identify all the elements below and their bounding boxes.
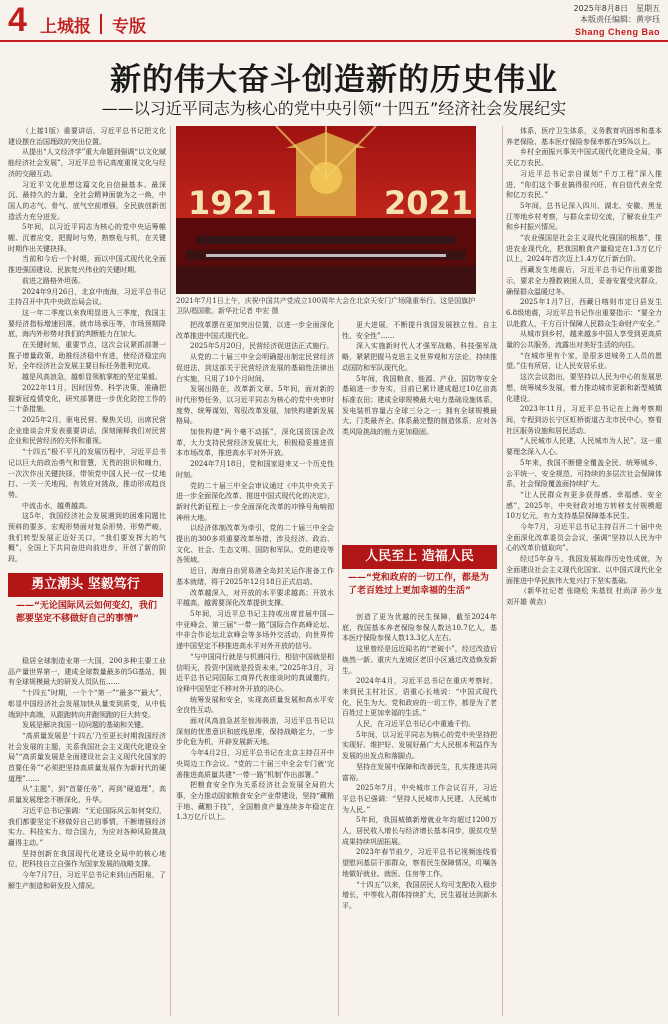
column-divider — [502, 126, 503, 1016]
paragraph: 前进之路格外坦荡。 — [22, 276, 85, 285]
paragraph: 从城市到乡村，越来越多中国人享受到更高质量的公共服务，流露出对美好生活的向往。 — [506, 330, 662, 350]
paragraph: 2025年2月，驱电民营、聚焦关切，出席民营企业座谈会并发表重要讲话，深刻阐释我们对民营企业和民营经济的关怀和重视。 — [8, 415, 166, 446]
paragraph: 经过5年奋斗，我国发展取得历史性成就，为全面建设社会主义现代化国家、以中国式现代化全面推进中华民族伟大复兴打下坚实基础。 — [506, 555, 662, 585]
paragraph: “十四五”时期，一个个“第一”“最多”“最大”，彰显中国经济社会发展加快从量变到质变，从中低端到中高端，从跟跑转向并跑领跑的巨大转变。 — [8, 689, 166, 719]
paper-name: 上城报 — [40, 17, 91, 37]
subsection-title-1: 勇立潮头 坚毅笃行 — [8, 573, 163, 597]
column-2 — [176, 320, 334, 1016]
column-divider — [338, 320, 339, 1016]
paragraph: 稳居全球制造业第一大国，200多种主要工业品产量世界第一，建成全球数量最多的5G基站，拥有全球规模最大的研发人员队伍…… — [8, 657, 166, 687]
paragraph: 今年4月2日，习近平总书记在北京主持召开中央周边工作会议。“党的二十届三中全会专门就‘完善推进高质量共建“一带一路”机制’作出部署。” — [176, 749, 334, 779]
photo-caption: 2021年7月1日上午，庆祝中国共产党成立100周年大会在北京天安门广场隆重举行。这是国旗护卫队唱国歌。新华社记者 申宏 摄 — [176, 297, 476, 315]
paragraph: 习近平总书记亲自谋划“千万工程”深入推进，“你们这个事业搞得很兴旺，有自信代表全党和亿万农民。” — [506, 169, 662, 200]
year-right-label: 2021 — [384, 184, 474, 222]
paragraph: （上接1版）重要讲话，习近平总书记把文化建设摆在治国理政的突出位置。 — [8, 127, 166, 146]
paragraph: 深入实施新时代人才强军战略、科技强军战略，紧紧把握马克思主义世界观和方法论，持续推动国防和军队现代化。 — [342, 342, 497, 372]
paragraph: 今年7月7日，习近平总书记来到山西阳泉，了解生产制造和研发投入情况。 — [8, 871, 166, 890]
paragraph: “在城市里有个家，是很多进城务工人员的愿望。”住有所居，让人民安居乐业。 — [506, 351, 662, 371]
paragraph: 5年间，总书记深入四川、湖北、安徽、黑龙江等地乡村考察，与群众亲切交流，了解农业生产和乡村振兴情况。 — [506, 201, 662, 232]
paragraph: 坚持创新在我国现代化建设全局中的核心地位，把科技自立自强作为国家发展的战略支撑。 — [8, 849, 166, 869]
ceremony-photo — [176, 126, 476, 294]
paragraph: 把改革摆在更加突出位置，以进一步全面深化改革推进中国式现代化。 — [176, 321, 334, 340]
paragraph: 改革越深入，对开放的水平要求越高；开放水平越高，越需要深化改革提供支撑。 — [176, 588, 334, 608]
paragraph: 2024年9月26日，北京中南海，习近平总书记主持召开中共中央政治局会议。 — [8, 287, 166, 307]
paragraph: “高质量发展是‘十四五’乃至更长时期我国经济社会发展的主题，关系我国社会主义现代化建设全局”“高质量发展是全面建设社会主义现代化国家的首要任务”“必须把坚持高质量发展作为新时代的硬道理”…… — [8, 731, 166, 783]
page-number: 4 — [8, 1, 27, 39]
paragraph: “与中国同行就是与机遇同行，相信中国就是相信明天，投资中国就是投资未来。”2025年3月，习近平总书记同国际工商界代表座谈时的真诚邀约，诠释中国坚定不移对外开放的决心。 — [176, 652, 334, 693]
paragraph: （新华社记者 张晓松 朱基钗 杜尚泽 孙少龙 刘开雄 黄垚） — [506, 587, 662, 606]
paragraph: 人民，在习近平总书记心中重逾千钧。 — [356, 720, 475, 729]
paragraph: 党的二十届三中全会审议通过《中共中央关于进一步全面深化改革、推进中国式现代化的决定》，新时代新征程上一步全面深化改革的冲锋号角响彻神州大地。 — [176, 481, 334, 522]
paragraph: 这一年二季度以来我明显进入三季度，我国主要经济指标增速回落，就市场承压等，市场预期降底，海内外形势对我们的判断能力在加大。 — [8, 308, 166, 339]
paragraph: “人民城市人民建，人民城市为人民”，这一重要理念深入人心。 — [506, 437, 662, 457]
paragraph: 坚持在发展中保障和改善民生，扎实推进共同富裕。 — [342, 762, 497, 782]
issue-info — [573, 3, 660, 25]
paragraph: 这5年，我国经济社会发展遇到的困难同题比预料的要多，宏观形势面对复杂形势，形势严峻，我们转型发展正迈好关口，“我们要发挥大的气概”，全国上下共同奋进向前进步，开创了新的阶段。 — [8, 512, 166, 564]
subsection-title-2: 人民至上 造福人民 — [342, 545, 497, 569]
brand-pinyin: Shang Cheng Bao — [574, 27, 660, 37]
paragraph: 把粮食安全作为关系经济社会发展全局的大事，全力推动国家粮食安全产业带建设，坚持“藏粮于地、藏粮于技”，全国粮食产量连续多年稳定在1.3万亿斤以上。 — [176, 781, 334, 822]
column-1-bottom — [8, 656, 166, 1016]
paragraph: 2023年11月，习近平总书记在上海考察期间，专程到访长宁区虹桥街道古北市民中心，察看社区服务设施和居民活动。 — [506, 405, 662, 435]
column-divider — [170, 126, 171, 1016]
subsection-quote-2: ——“党和政府的一切工作，都是为了老百姓过上更加幸福的生活” — [348, 573, 489, 596]
paragraph: 5年间，以习近平同志为核心的党中央坚持把实现好、维护好、发展好最广大人民根本利益作为发展的出发点和落脚点。 — [342, 730, 497, 761]
paragraph: 从提出“人文经济学”重大命题到强调“以文化赋能经济社会发展”，习近平总书记高度重视文化与经济的交融互动。 — [8, 148, 166, 178]
paragraph: 5年来，我国不断健全覆盖全民、统筹城乡、公平统一、安全规范、可持续的多层次社会保障体系，社会保险覆盖面持续扩大。 — [506, 458, 662, 489]
paragraph: 习近平总书记强调：“无论国际风云如何变幻，我们都要坚定不移做好自己的事情，不断增强经济实力、科技实力、综合国力，为应对各种风险挑战赢得主动。” — [8, 806, 166, 847]
issue-editor: 本版责任编辑：黄亭珏 — [580, 15, 660, 24]
paragraph: 5年间，我国粮食、能源、产业、国防等安全基础进一步夯实，目前已累计建成超过10亿亩高标准农田；建成全球规模最大电力基础设施体系，发电装机容量占全球三分之一；拥有全球规模最大、门类最齐全、体系最完整的制造体系，应对各类风险挑战的能力更加稳固。 — [342, 374, 497, 437]
subsection-quote-1: ——“无论国际风云如何变幻，我们都要坚定不移做好自己的事情” — [16, 601, 157, 624]
paragraph: 2025年1月7日，西藏日喀则市定日县发生6.8级地震，习近平总书记作出重要指示：“要全力以赴救人，千方百计保障人民群众生命财产安全。” — [506, 298, 662, 328]
headline: 新的伟大奋斗创造新的历史伟业 — [110, 62, 558, 98]
paragraph: 从“主题”，到“首要任务”，再到“硬道理”，高质量发展理念不断深化、升华。 — [8, 785, 166, 805]
issue-date: 2025年8月8日 星期五 — [573, 4, 660, 13]
paragraph: 5年间，以习近平同志为核心的党中央运筹帷幄、沉着应变，把握时与势，熟察危与机，在关键时期作出关键抉择。 — [8, 223, 166, 253]
paragraph: 当前和今后一个时期，面以中国式现代化全面推进强国建设、民族复兴伟业的关键时期。 — [8, 255, 166, 275]
paragraph: 2024年7月18日，党和国家迎来又一个历史性时刻。 — [176, 460, 334, 479]
paragraph: 越是风高浪急，越彰显领航掌舵的坚定果毅。 — [22, 373, 162, 382]
masthead-divider — [100, 14, 102, 34]
paragraph: 统筹发展和安全，实现高质量发展和高水平安全良性互动。 — [176, 695, 334, 715]
paragraph: 西藏发生地震后，习近平总书记作出重要指示，要求全力搜救被困人员，妥善安置受灾群众，确保群众温暖过冬。 — [506, 266, 662, 296]
paragraph: 5年间，习近平总书记主持或出席首届中国—中亚峰会、第三届“一带一路”国际合作高峰论坛、中非合作论坛北京峰会等多场外交活动，向世界传递中国坚定不移推进高水平对外开放的信号。 — [176, 609, 334, 651]
paragraph: 在关键时刻，重要节点，这次会议紧抓部署一揽子增量政策，助推经济稳中有进，使经济稳定向好，全年经济社会发展主要目标任务胜利完成。 — [8, 341, 166, 371]
paragraph: 中流击水，越勇越高。 — [22, 501, 92, 510]
paragraph: “十四五”极不平凡的发展历程中，习近平总书记以巨大的政治勇气和智慧，无畏的担识和魄力，一次次作出关键抉择，带领党中国人民一仗一仗地打、一关一关地闯，有效应对挑战，推动形成趋良势。 — [8, 448, 166, 499]
paragraph: “让人民群众有更多获得感、幸福感、安全感”，2025年，中央财政对地方转移支付规模超10万亿元，有力支持基层保障基本民生。 — [506, 490, 662, 521]
section-name: 专版 — [112, 17, 146, 37]
paragraph: “农业强国是社会主义现代化强国的根基”，推进农业现代化，把我国粮食产量稳定在1.3万亿斤以上，2024年首次迈上1.4万亿斤新台阶。 — [506, 234, 662, 264]
paragraph: 更大进展，不断提升我国发展独立性、自主性、安全性”…… — [342, 321, 497, 340]
paragraph: 2023年春节前夕，习近平总书记视频连线看望慰问基层干部群众，察看民生保障情况，叮嘱各地做好就业、就医、住房等工作。 — [342, 848, 497, 878]
column-3-bottom — [342, 612, 497, 1016]
paragraph: 创造了更为优越的民生保障，截至2024年底，我国基本养老保险参保人数达10.7亿人，基本医疗保险参保人数13.3亿人左右。 — [342, 613, 497, 643]
paragraph: 从党的二十届三中全会明确提出制定民营经济促进法，到这部关于民营经济发展的基础性法律出台实施，只用了10个月时间。 — [176, 353, 334, 383]
paragraph: 2024年4月，习近平总书记在重庆考察时，来到民主村社区，语重心长地说：“中国式现代化，民生为大。党和政府的一切工作，都是为了老百姓过上更加幸福的生活。” — [342, 677, 497, 718]
paragraph: 2025年7月，中央城市工作会议召开，习近平总书记强调：“坚持人民城市人民建、人民城市为人民。” — [342, 784, 497, 814]
paragraph: 发展是解决我国一切问题的基础和关键。 — [22, 721, 148, 730]
masthead — [0, 0, 668, 42]
column-1-top — [8, 126, 166, 566]
paragraph: 今年7月，习近平总书记主持召开二十届中央全面深化改革委员会会议，强调“坚持以人民为中心的改革价值取向”。 — [506, 523, 662, 553]
paragraph: 面对风高浪急甚至惊涛骇浪，习近平总书记以深刻的忧患意识和底线思维，保持战略定力，一步步化危为机，开辟发展新天地。 — [176, 717, 334, 747]
paragraph: 这次会议指出，要坚持以人民为中心的发展思想，统筹城乡发展，着力推动城市更新和新型城镇化建设。 — [506, 373, 662, 403]
year-left-label: 1921 — [188, 184, 278, 222]
paragraph: 这里曾经是远近闻名的“老破小”，经过改造后焕然一新。重庆九龙坡区老旧小区通过改造焕发新生。 — [342, 645, 497, 675]
paragraph: 2025年5月20日，民营经济促进法正式施行。 — [190, 342, 334, 351]
paragraph: 习近平文化思想这篇文化自信最基本、最深沉、最持久的力量，全社会精神面貌为之一焕，中国人的志气、骨气、底气空前增强，全民族创新创造活力充分迸发。 — [8, 180, 166, 221]
paragraph: 乡村全面振兴事关中国式现代化建设全局，事关亿万农民。 — [506, 148, 662, 168]
paragraph: 2022年11月，因时因势、科学决策，准确把握新冠疫情变化，研究部署进一步优化防控工作的二十条措施。 — [8, 383, 166, 414]
paragraph: 加快构建“两个毫不动摇”，深化国资国企改革，大力支持民营经济发展壮大，积极稳妥推进资本市场改革，推进高水平对外开放。 — [176, 428, 334, 458]
paragraph: 以经济体制改革为牵引，党的二十届三中全会提出的300多项重要改革举措，涉及经济、政治、文化、社会、生态文明、国防和军队、党的建设等各领域。 — [176, 524, 334, 565]
paragraph: “十四五”以来，我国居民人均可支配收入稳步增长，中等收入群体持续扩大，民生福祉达到新水平。 — [342, 880, 497, 910]
subheadline: ——以习近平同志为核心的党中央引领“十四五”经济社会发展纪实 — [101, 99, 567, 118]
paragraph: 近日，海南自由贸易港全岛封关运作准备工作基本就绪，将于2025年12月18日正式启动。 — [176, 567, 334, 586]
paragraph: 发展出路在，改革新文章。5年间，面对新的时代形势任务，以习近平同志为核心的党中央审时度势、统筹谋划，驾驭改革发展，加快构建新发展格局。 — [176, 385, 334, 426]
paragraph: 5年间，我国城镇新增就业年均超过1200万人，居民收入增长与经济增长基本同步，脱贫攻坚成果持续巩固拓展。 — [342, 816, 497, 846]
column-3-top — [342, 320, 497, 538]
paragraph: 体系，医疗卫生体系，义务教育巩固率和基本养老保险、基本医疗保险参保率都在95%以上。 — [506, 127, 662, 146]
column-4 — [506, 126, 662, 1016]
